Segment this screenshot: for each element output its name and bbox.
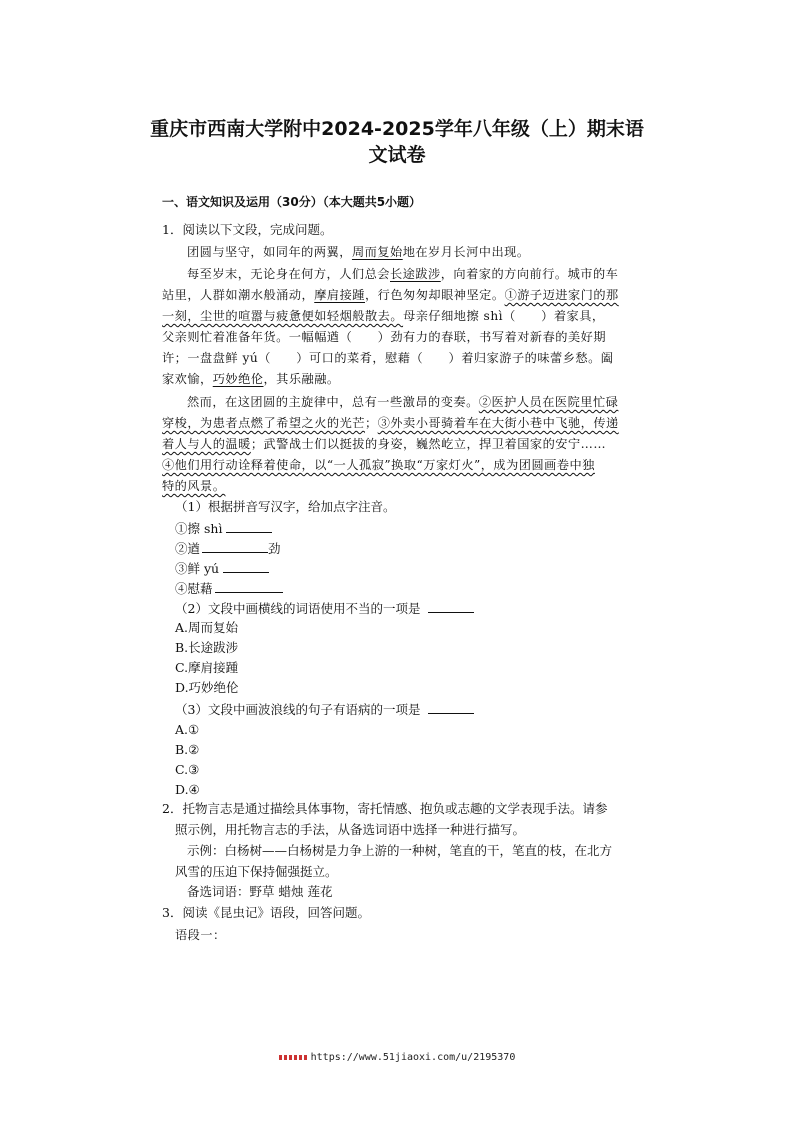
underlined-phrase: 摩肩接踵 xyxy=(314,288,365,302)
option-a: A.周而复始 xyxy=(175,620,239,635)
option-d: D.巧妙绝伦 xyxy=(175,680,239,695)
section-heading: 一、语文知识及运用（30分）（本大题共5小题） xyxy=(162,195,422,209)
passage-line xyxy=(162,476,225,496)
excerpt-label: 语段一： xyxy=(175,928,226,942)
wavy-sentence: 穿梭，为患者点燃了希望之火的光芒 xyxy=(162,416,365,430)
page-title xyxy=(150,116,644,168)
option-a: A.① xyxy=(175,722,200,737)
passage-line: 父亲则忙着准备年货。一幅幅遒（ ）劲有力的春联，书写着对新春的美好期 xyxy=(162,330,607,344)
option-b: B.② xyxy=(175,742,200,757)
passage-line: 家欢愉，巧妙绝伦，其乐融融。 xyxy=(162,372,340,386)
wavy-sentence: 特的风景。 xyxy=(162,479,226,493)
answer-item: ③鲜 yú xyxy=(175,558,269,579)
passage-line: 然而，在这团圆的主旋律中，总有一些激昂的变奏。②医护人员在医院里忙碌 xyxy=(187,395,619,409)
passage-line: 穿梭，为患者点燃了希望之火的光芒；③外卖小哥骑着车在大街小巷中飞驰，传递 xyxy=(162,416,619,430)
underlined-phrase: 周而复始 xyxy=(351,245,403,259)
subquestion-3-stem: （3）文段中画波浪线的句子有语病的一项是 xyxy=(175,699,474,720)
wavy-sentence: 着人与人的温暖 xyxy=(162,437,251,451)
answer-blank[interactable] xyxy=(202,538,268,553)
option-d: D.④ xyxy=(175,782,200,797)
site-logo-icon xyxy=(279,1055,307,1060)
footer-url[interactable]: https://www.51jiaoxi.com/u/2195370 xyxy=(310,1052,516,1063)
passage-line: 站里，人群如潮水般涌动，摩肩接踵，行色匆匆却眼神坚定。①游子迈进家门的那 xyxy=(162,288,619,302)
underlined-phrase: 巧妙绝伦 xyxy=(212,372,264,386)
word-choices: 备选词语：野草 蜡烛 莲花 xyxy=(187,884,333,899)
answer-blank[interactable] xyxy=(428,598,474,613)
wavy-sentence: 一刻，尘世的喧嚣与疲惫便如轻烟般散去。 xyxy=(162,309,404,323)
answer-item: ②遒 劲 xyxy=(175,538,281,559)
passage-line xyxy=(162,455,595,475)
title-line-1: 重庆市西南大学附中2024-2025学年八年级（上）期末语 xyxy=(150,118,644,140)
passage-line: 每至岁末，无论身在何方，人们总会长途跋涉，向着家的方向前行。城市的车 xyxy=(187,267,619,281)
underlined-phrase: 长途跋涉 xyxy=(390,267,441,281)
wavy-sentence: ④他们用行动诠释着使命，以“一人孤寂”换取“万家灯火”，成为团圆画卷中独 xyxy=(162,458,595,472)
answer-blank[interactable] xyxy=(223,558,269,573)
question-3-stem: 3．阅读《昆虫记》语段，回答问题。 xyxy=(162,905,370,920)
subquestion-2-stem: （2）文段中画横线的词语使用不当的一项是 xyxy=(175,598,474,619)
wavy-sentence: ①游子迈进家门的那 xyxy=(504,288,619,302)
question-1-stem: 1．阅读以下文段，完成问题。 xyxy=(162,222,333,237)
example-line: 示例：白杨树——白杨树是力争上游的一种树，笔直的干，笔直的枝，在北方 xyxy=(187,843,613,858)
answer-blank[interactable] xyxy=(226,518,272,533)
wavy-sentence: ③外卖小哥骑着车在大街小巷中飞驰，传递 xyxy=(377,416,619,430)
passage-line: 着人与人的温暖；武警战士们以挺拔的身姿，巍然屹立，捍卫着国家的安宁…… xyxy=(162,437,607,451)
title-line-2: 文试卷 xyxy=(368,144,426,166)
question-2-stem: 2．托物言志是通过描绘具体事物，寄托情感、抱负或志趣的文学表现手法。请参 xyxy=(162,801,608,816)
subquestion-1-stem: （1）根据拼音写汉字，给加点字注音。 xyxy=(175,499,396,514)
option-c: C.摩肩接踵 xyxy=(175,660,239,675)
answer-item: ①擦 shì xyxy=(175,518,272,539)
wavy-sentence: ②医护人员在医院里忙碌 xyxy=(478,395,619,409)
question-2-line: 照示例，用托物言志的手法，从备选词语中选择一种进行描写。 xyxy=(175,822,526,837)
passage-line: 许；一盘盘鲜 yú（ ）可口的菜肴，慰藉（ ）着归家游子的味蕾乡愁。阖 xyxy=(162,351,614,365)
answer-item: ④慰藉 xyxy=(175,578,283,599)
answer-blank[interactable] xyxy=(215,578,283,593)
option-b: B.长途跋涉 xyxy=(175,640,239,655)
option-c: C.③ xyxy=(175,762,200,777)
example-line: 风雪的压迫下保持倔强挺立。 xyxy=(175,864,338,879)
footer xyxy=(0,1052,794,1063)
passage-line: 团圆与坚守，如同年的两翼，周而复始地在岁月长河中出现。 xyxy=(187,245,530,259)
answer-blank[interactable] xyxy=(428,699,474,714)
passage-line: 一刻，尘世的喧嚣与疲惫便如轻烟般散去。母亲仔细地擦 shì（ ）着家具， xyxy=(162,309,605,323)
